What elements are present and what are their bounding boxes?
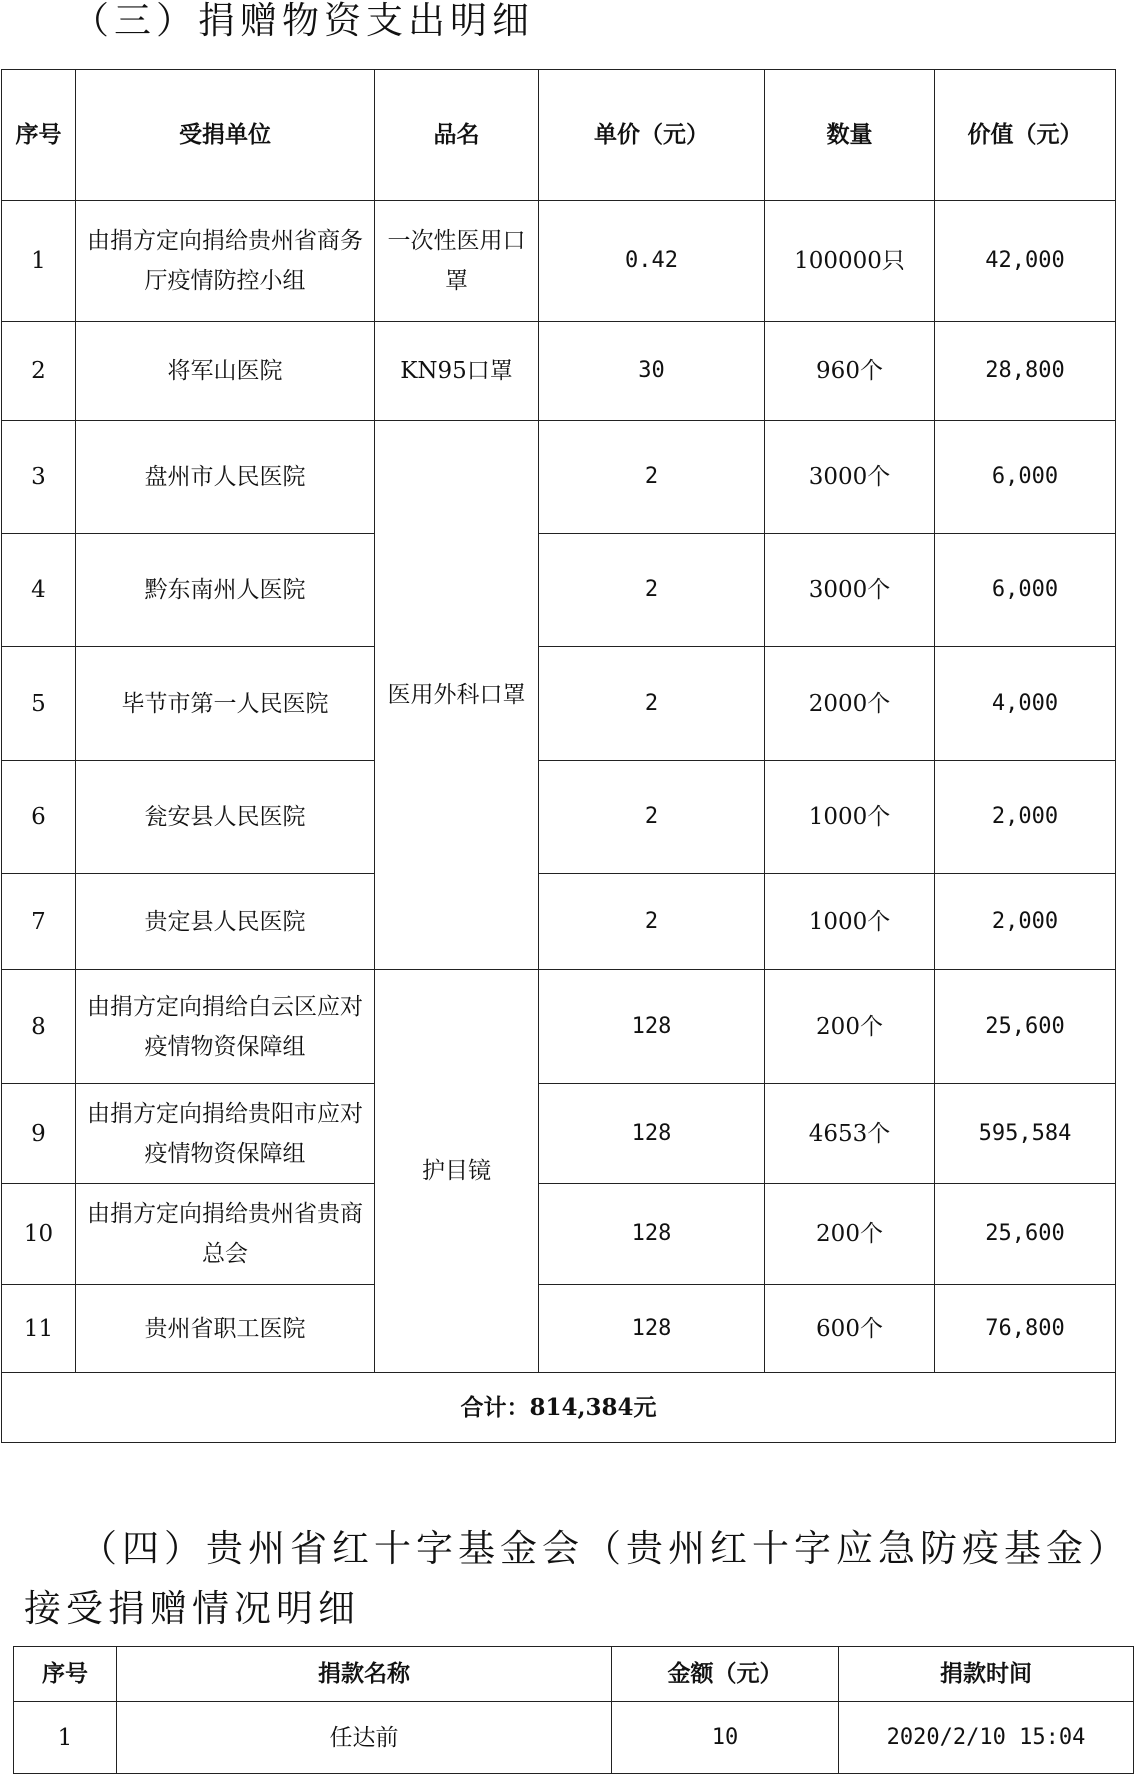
cell-seq: 8 bbox=[2, 970, 76, 1084]
cell-price: 2 bbox=[539, 421, 765, 534]
cell-unit: 瓮安县人民医院 bbox=[76, 761, 375, 874]
table-row bbox=[2, 761, 1116, 874]
cell-qty: 4653个 bbox=[765, 1084, 935, 1184]
cell-item: 一次性医用口罩 bbox=[375, 201, 539, 322]
cell-seq: 7 bbox=[2, 874, 76, 970]
cell-time: 2020/2/10 15:04 bbox=[839, 1702, 1134, 1774]
table-row bbox=[2, 534, 1116, 647]
header-unit: 受捐单位 bbox=[76, 70, 375, 201]
cell-value: 25,600 bbox=[935, 970, 1116, 1084]
table-row bbox=[2, 647, 1116, 761]
cell-price: 128 bbox=[539, 970, 765, 1084]
cell-amount: 10 bbox=[612, 1702, 839, 1774]
cell-item: KN95口罩 bbox=[375, 322, 539, 421]
cell-name: 任达前 bbox=[117, 1702, 612, 1774]
cell-item-merged: 护目镜 bbox=[375, 970, 539, 1373]
cell-unit: 盘州市人民医院 bbox=[76, 421, 375, 534]
total-row bbox=[2, 1373, 1116, 1443]
cell-seq: 4 bbox=[2, 534, 76, 647]
header-amount: 金额（元） bbox=[612, 1647, 839, 1702]
table-header-row bbox=[14, 1647, 1134, 1702]
header-qty: 数量 bbox=[765, 70, 935, 201]
header-name: 捐款名称 bbox=[117, 1647, 612, 1702]
cell-price: 128 bbox=[539, 1184, 765, 1285]
cell-value: 25,600 bbox=[935, 1184, 1116, 1285]
total-cell: 合计：814,384元 bbox=[2, 1373, 1116, 1443]
donation-expense-table bbox=[1, 69, 1116, 1443]
cell-qty: 600个 bbox=[765, 1285, 935, 1373]
section3-heading: （三）捐赠物资支出明细 bbox=[72, 0, 534, 42]
cell-value: 2,000 bbox=[935, 874, 1116, 970]
cell-price: 2 bbox=[539, 534, 765, 647]
cell-seq: 2 bbox=[2, 322, 76, 421]
cell-unit: 由捐方定向捐给贵州省商务厅疫情防控小组 bbox=[76, 201, 375, 322]
table-row bbox=[2, 970, 1116, 1084]
cell-value: 6,000 bbox=[935, 421, 1116, 534]
cell-unit: 由捐方定向捐给白云区应对疫情物资保障组 bbox=[76, 970, 375, 1084]
cell-value: 4,000 bbox=[935, 647, 1116, 761]
table-row bbox=[2, 322, 1116, 421]
cell-price: 2 bbox=[539, 647, 765, 761]
cell-qty: 200个 bbox=[765, 970, 935, 1084]
donation-receipt-table bbox=[13, 1646, 1134, 1774]
cell-price: 2 bbox=[539, 761, 765, 874]
cell-qty: 1000个 bbox=[765, 761, 935, 874]
cell-value: 76,800 bbox=[935, 1285, 1116, 1373]
cell-value: 2,000 bbox=[935, 761, 1116, 874]
cell-unit: 毕节市第一人民医院 bbox=[76, 647, 375, 761]
cell-seq: 6 bbox=[2, 761, 76, 874]
cell-seq: 5 bbox=[2, 647, 76, 761]
table-row bbox=[2, 1084, 1116, 1184]
header-time: 捐款时间 bbox=[839, 1647, 1134, 1702]
cell-unit: 由捐方定向捐给贵阳市应对疫情物资保障组 bbox=[76, 1084, 375, 1184]
table-row bbox=[2, 201, 1116, 322]
cell-qty: 2000个 bbox=[765, 647, 935, 761]
table-row bbox=[2, 421, 1116, 534]
cell-qty: 200个 bbox=[765, 1184, 935, 1285]
cell-seq: 11 bbox=[2, 1285, 76, 1373]
header-seq: 序号 bbox=[14, 1647, 117, 1702]
cell-unit: 贵定县人民医院 bbox=[76, 874, 375, 970]
cell-value: 6,000 bbox=[935, 534, 1116, 647]
header-price: 单价（元） bbox=[539, 70, 765, 201]
section4-heading-line2: 接受捐赠情况明细 bbox=[24, 1587, 360, 1630]
cell-price: 30 bbox=[539, 322, 765, 421]
cell-seq: 1 bbox=[14, 1702, 117, 1774]
cell-value: 595,584 bbox=[935, 1084, 1116, 1184]
cell-price: 0.42 bbox=[539, 201, 765, 322]
table-row bbox=[14, 1702, 1134, 1774]
cell-seq: 9 bbox=[2, 1084, 76, 1184]
cell-price: 2 bbox=[539, 874, 765, 970]
cell-qty: 100000只 bbox=[765, 201, 935, 322]
table-row bbox=[2, 1285, 1116, 1373]
cell-seq: 10 bbox=[2, 1184, 76, 1285]
table-row bbox=[2, 1184, 1116, 1285]
cell-unit: 贵州省职工医院 bbox=[76, 1285, 375, 1373]
cell-unit: 将军山医院 bbox=[76, 322, 375, 421]
cell-value: 28,800 bbox=[935, 322, 1116, 421]
header-value: 价值（元） bbox=[935, 70, 1116, 201]
table-row bbox=[2, 874, 1116, 970]
cell-price: 128 bbox=[539, 1084, 765, 1184]
header-seq: 序号 bbox=[2, 70, 76, 201]
cell-seq: 1 bbox=[2, 201, 76, 322]
cell-qty: 3000个 bbox=[765, 421, 935, 534]
header-item: 品名 bbox=[375, 70, 539, 201]
cell-qty: 960个 bbox=[765, 322, 935, 421]
cell-value: 42,000 bbox=[935, 201, 1116, 322]
table-header-row bbox=[2, 70, 1116, 201]
cell-seq: 3 bbox=[2, 421, 76, 534]
cell-qty: 1000个 bbox=[765, 874, 935, 970]
section4-heading-line1: （四）贵州省红十字基金会（贵州红十字应急防疫基金） bbox=[80, 1527, 1130, 1570]
cell-unit: 由捐方定向捐给贵州省贵商总会 bbox=[76, 1184, 375, 1285]
cell-price: 128 bbox=[539, 1285, 765, 1373]
cell-qty: 3000个 bbox=[765, 534, 935, 647]
cell-item-merged: 医用外科口罩 bbox=[375, 421, 539, 970]
cell-unit: 黔东南州人医院 bbox=[76, 534, 375, 647]
